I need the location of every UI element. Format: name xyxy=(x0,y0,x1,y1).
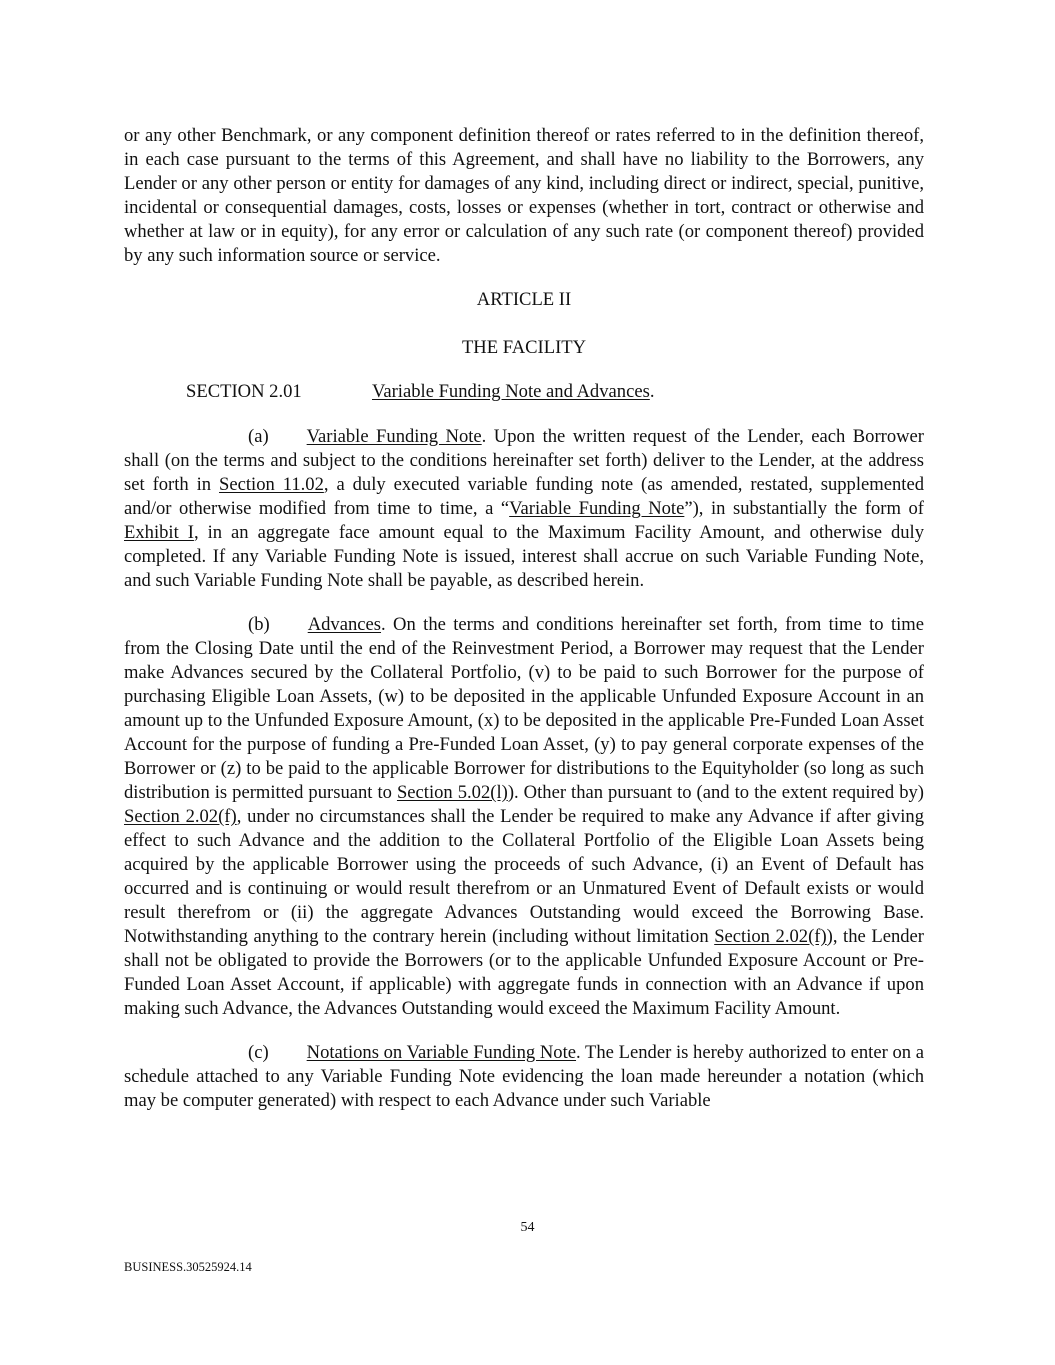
page-number: 54 xyxy=(520,1220,535,1235)
paragraph-b-heading: Advances xyxy=(307,614,382,635)
paragraph-a-text-2: , a duly executed variable funding note (as amended, restated, supplemented and/or otherwise modified from time to time, a “ xyxy=(124,474,924,519)
paragraph-a-text-4: , in an aggregate face amount equal to the Maximum Facility Amount, and otherwise duly completed. If any Variable Funding Note is issued, interest shall accrue on such Variable Funding Note, and such Variable Funding Note shall be payable, as described herein. xyxy=(124,522,924,591)
intro-paragraph: or any other Benchmark, or any component definition thereof or rates referred to in the definition thereof, in each case pursuant to the terms of this Agreement, and shall have no liability to the Borrowers, any Lender or any other person or entity for damages of any kind, including direct or indirect, special, punitive, incidental or consequential damages, costs, losses or expenses (whether in tort, contract or otherwise and whether at law or in equity), for any error or calculation of any such rate (or component thereof) provided by any such information source or service. xyxy=(124,125,924,266)
document-id: BUSINESS.30525924.14 xyxy=(124,1260,252,1274)
cross-reference-section-5-02-l: Section 5.02(l) xyxy=(396,782,508,803)
paragraph-a-text-1: . Upon the written request of the Lender, each Borrower shall (on the terms and subject to the conditions hereinafter set forth) deliver to the Lender, at the address set forth in xyxy=(124,426,924,495)
page-body xyxy=(124,124,924,1113)
cross-reference-exhibit-i: Exhibit I xyxy=(124,522,194,543)
paragraph-a-heading: Variable Funding Note xyxy=(306,426,482,447)
cross-reference-section-11-02: Section 11.02 xyxy=(219,474,324,495)
paragraph-b-text-3: , under no circumstances shall the Lender be required to make any Advance if after giving effect to such Advance and the addition to the Collateral Portfolio of the Eligible Loan Assets being acquired by the applicable Borrower using the proceeds of such Advance, (i) an Event of Default has occurred and is continuing or would result therefrom or an Unmatured Event of Default exists or would result therefrom or (ii) the aggregate Advances Outstanding would exceed the Borrowing Base. Notwithstanding anything to the contrary herein (including without limitation xyxy=(124,806,924,947)
paragraph-a xyxy=(124,425,924,593)
paragraph-b-text-4: ), the Lender shall not be obligated to provide the Borrowers (or to the applicable Unfunded Exposure Account or Pre-Funded Loan Asset Account, if applicable) with aggregate funds in connection with an Advance if upon making such Advance, the Advances Outstanding would exceed the Maximum Facility Amount. xyxy=(124,926,924,1019)
paragraph-c-heading: Notations on Variable Funding Note xyxy=(306,1042,577,1063)
paragraph-b-label: (b) xyxy=(248,614,270,635)
section-number: SECTION 2.01 xyxy=(186,381,302,402)
paragraph-b-text-2: ). Other than pursuant to (and to the extent required by) xyxy=(507,782,924,803)
paragraph-c-text-1: . The Lender is hereby authorized to enter on a schedule attached to any Variable Funding Note evidencing the loan made hereunder a notation (which may be computer generated) with respect to each Advance under such Variable xyxy=(124,1042,924,1111)
cross-reference-section-2-02-f: Section 2.02(f) xyxy=(124,806,237,827)
section-title-suffix: . xyxy=(649,381,655,402)
paragraph-a-text-3: ”), in substantially the form of xyxy=(684,498,924,519)
paragraph-b xyxy=(124,613,924,1021)
cross-reference-section-2-02-f-second: Section 2.02(f) xyxy=(714,926,827,947)
section-heading xyxy=(124,380,924,404)
paragraph-c-label: (c) xyxy=(248,1042,269,1063)
section-title: Variable Funding Note and Advances xyxy=(372,381,650,402)
article-heading: ARTICLE II xyxy=(476,289,572,310)
paragraph-b-text-1: . On the terms and conditions hereinafter set forth, from time to time from the Closing Date until the end of the Reinvestment Period, a Borrower may request that the Lender make Advances secured by the Collateral Portfolio, (v) to be paid to such Borrower for the purpose of purchasing Eligible Loan Assets, (w) to be deposited in the applicable Unfunded Exposure Account in an amount up to the Unfunded Exposure Amount, (x) to be deposited in the applicable Pre-Funded Loan Asset Account for the purpose of funding a Pre-Funded Loan Asset, (y) to pay general corporate expenses of the Borrower or (z) to be paid to the applicable Borrower for distributions to the Equityholder (so long as such distribution is permitted pursuant to xyxy=(124,614,924,803)
paragraph-a-label: (a) xyxy=(248,426,269,447)
defined-term-variable-funding-note: Variable Funding Note xyxy=(509,498,685,519)
paragraph-c xyxy=(124,1041,924,1113)
article-title: THE FACILITY xyxy=(461,337,587,358)
